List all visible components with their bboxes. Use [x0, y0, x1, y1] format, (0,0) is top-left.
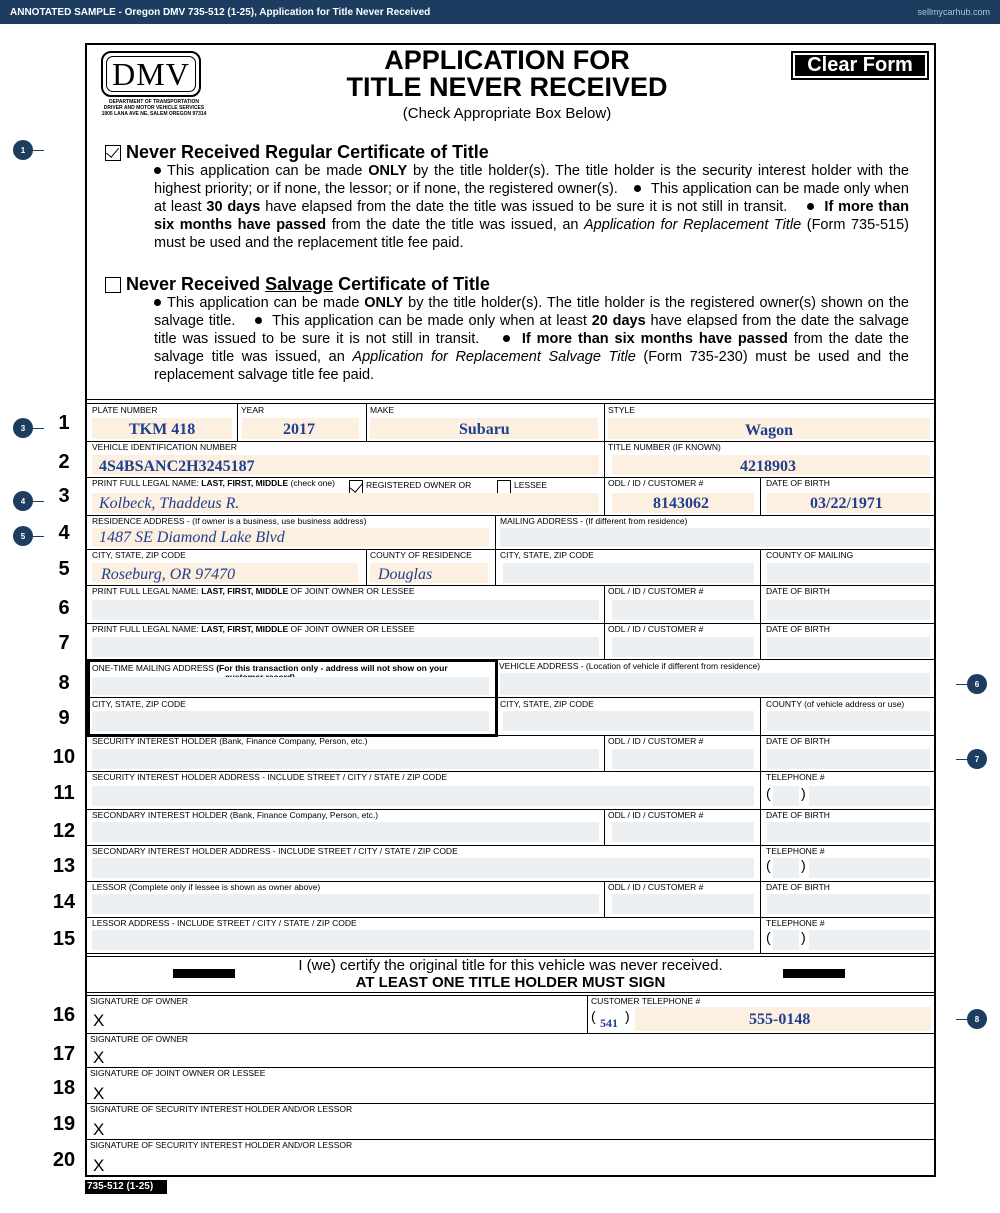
- lessor-area-code-field[interactable]: [773, 930, 799, 950]
- joint-2-odl-label: ODL / ID / CUSTOMER #: [608, 624, 704, 634]
- paren: (: [591, 1008, 596, 1024]
- mailing-city-field[interactable]: [503, 563, 754, 583]
- sig-owner-x[interactable]: X: [93, 1011, 105, 1030]
- sig-sih-x[interactable]: X: [93, 1120, 105, 1139]
- row-number: 6: [58, 597, 70, 619]
- city-state-zip-value: Roseburg, OR 97470: [101, 566, 236, 583]
- lessee-checkbox[interactable]: [497, 480, 511, 494]
- vehicle-county-label: COUNTY (of vehicle address or use): [766, 699, 905, 709]
- sig-sih-label: SIGNATURE OF SECURITY INTEREST HOLDER AND/OR LESSOR: [90, 1104, 353, 1114]
- area-code-value: 541: [600, 1016, 618, 1030]
- form-code: 735-512 (1-25): [85, 1180, 167, 1194]
- plate-label: PLATE NUMBER: [92, 405, 158, 415]
- mailing-field[interactable]: [500, 528, 930, 547]
- vehicle-address-label: VEHICLE ADDRESS - (Location of vehicle if different from residence): [499, 661, 761, 671]
- plate-value: TKM 418: [129, 421, 196, 438]
- owner-name-value: Kolbeck, Thaddeus R.: [99, 495, 240, 512]
- county-mailing-field[interactable]: [767, 563, 930, 583]
- row-number: 20: [52, 1149, 76, 1171]
- vin-value: 4S4BSANC2H3245187: [99, 458, 255, 475]
- joint-2-odl-field[interactable]: [612, 637, 754, 657]
- secondary-field[interactable]: [92, 822, 599, 842]
- form-subtitle: (Check Appropriate Box Below): [402, 105, 612, 122]
- lessor-dob-field[interactable]: [767, 894, 930, 914]
- vehicle-city-field[interactable]: [503, 711, 754, 731]
- lessor-address-label: LESSOR ADDRESS - INCLUDE STREET / CITY / STATE / ZIP CODE: [92, 918, 357, 928]
- sih-area-code-field[interactable]: [773, 786, 799, 806]
- owner-name-label: PRINT FULL LEGAL NAME: LAST, FIRST, MIDDLE (check one): [92, 478, 335, 488]
- row-number: 12: [52, 820, 76, 842]
- row-number: 19: [52, 1113, 76, 1135]
- sig-owner-label: SIGNATURE OF OWNER: [90, 996, 189, 1006]
- county-residence-label: COUNTY OF RESIDENCE: [370, 550, 472, 560]
- dmv-logo-text: DMV: [106, 56, 196, 92]
- annotation-marker[interactable]: 6: [967, 674, 987, 694]
- joint-dob-label: DATE OF BIRTH: [766, 586, 830, 596]
- secondary-dob-label: DATE OF BIRTH: [766, 810, 830, 820]
- joint-owner-field[interactable]: [92, 600, 599, 620]
- dob-value: 03/22/1971: [810, 495, 883, 512]
- style-value: Wagon: [745, 422, 794, 439]
- title-line: APPLICATION FOR: [384, 45, 630, 75]
- annotation-marker[interactable]: 3: [13, 418, 33, 438]
- row-number: 15: [52, 928, 76, 950]
- salvage-title-option[interactable]: [105, 274, 490, 295]
- sig-sih-2-x[interactable]: X: [93, 1156, 105, 1175]
- mailing-label: MAILING ADDRESS - (If different from residence): [500, 516, 688, 526]
- make-value: Subaru: [459, 421, 510, 438]
- secondary-area-code-field[interactable]: [773, 858, 799, 878]
- sih-dob-label: DATE OF BIRTH: [766, 736, 830, 746]
- sig-joint-label: SIGNATURE OF JOINT OWNER OR LESSEE: [90, 1068, 266, 1078]
- salvage-instructions: This application can be made ONLY by the title holder(s). The title holder is the registered owner(s) shown on the salvage title. This application can be made only when at least 20 days have elapsed from the date the salvage title was issued to be sure it is not still in transit. If more than six months have passed from the date the salvage title was issued, an Application for Replacement Salvage Title (Form 735-230) must be used and the replacement salvage title fee paid.: [154, 295, 909, 383]
- one-time-label: ONE-TIME MAILING ADDRESS (For this transaction only - address will not show on your: [92, 663, 448, 673]
- annotation-marker[interactable]: 7: [967, 749, 987, 769]
- county-mailing-label: COUNTY OF MAILING: [766, 550, 854, 560]
- row-number: 7: [58, 632, 70, 654]
- registered-owner-label: REGISTERED OWNER OR: [366, 480, 472, 490]
- certify-statement: I (we) certify the original title for this vehicle was never received.: [298, 957, 723, 974]
- sih-telephone-field[interactable]: [809, 786, 930, 806]
- title-number-value: 4218903: [740, 458, 796, 475]
- vehicle-city-label: CITY, STATE, ZIP CODE: [500, 699, 594, 709]
- joint-odl-label: ODL / ID / CUSTOMER #: [608, 586, 704, 596]
- regular-title-option[interactable]: [105, 142, 489, 163]
- one-time-city-label: CITY, STATE, ZIP CODE: [92, 699, 186, 709]
- sig-owner-2-x[interactable]: X: [93, 1048, 105, 1067]
- paren: (: [766, 785, 771, 801]
- joint-owner-2-field[interactable]: [92, 637, 599, 657]
- secondary-address-field[interactable]: [92, 858, 754, 878]
- city-state-zip-label: CITY, STATE, ZIP CODE: [92, 550, 186, 560]
- row-number: 18: [52, 1077, 76, 1099]
- row-number: 9: [58, 707, 70, 729]
- row-number: 13: [52, 855, 76, 877]
- secondary-odl-field[interactable]: [612, 822, 754, 842]
- row-number: 10: [52, 746, 76, 768]
- must-sign-notice: AT LEAST ONE TITLE HOLDER MUST SIGN: [355, 974, 666, 991]
- paren: ): [801, 857, 806, 873]
- lessor-odl-field[interactable]: [612, 894, 754, 914]
- secondary-odl-label: ODL / ID / CUSTOMER #: [608, 810, 704, 820]
- regular-title-checkbox[interactable]: [105, 145, 121, 161]
- secondary-address-label: SECONDARY INTEREST HOLDER ADDRESS - INCLUDE STREET / CITY / STATE / ZIP CODE: [92, 846, 458, 856]
- paren: (: [766, 857, 771, 873]
- clear-form-button[interactable]: Clear Form: [791, 51, 929, 80]
- sih-address-field[interactable]: [92, 786, 754, 806]
- lessor-field[interactable]: [92, 894, 599, 914]
- annotation-marker[interactable]: 5: [13, 526, 33, 546]
- sih-field[interactable]: [92, 749, 599, 769]
- annotation-banner: [0, 0, 1000, 24]
- sih-address-label: SECURITY INTEREST HOLDER ADDRESS - INCLUDE STREET / CITY / STATE / ZIP CODE: [92, 772, 448, 782]
- salvage-title-heading: Never Received Salvage Certificate of Title: [126, 274, 490, 294]
- logo-line: 1905 LANA AVE NE, SALEM OREGON 97314: [101, 111, 207, 117]
- sih-dob-field[interactable]: [767, 749, 930, 769]
- odl-label: ODL / ID / CUSTOMER #: [608, 478, 704, 488]
- title-number-label: TITLE NUMBER (IF KNOWN): [608, 442, 721, 452]
- joint-owner-label: PRINT FULL LEGAL NAME: LAST, FIRST, MIDDLE OF JOINT OWNER OR LESSEE: [92, 586, 415, 596]
- annotation-marker[interactable]: 4: [13, 491, 33, 511]
- secondary-telephone-label: TELEPHONE #: [766, 846, 825, 856]
- logo-line: DRIVER AND MOTOR VEHICLE SERVICES: [103, 105, 205, 111]
- sih-telephone-label: TELEPHONE #: [766, 772, 825, 782]
- odl-value: 8143062: [653, 495, 709, 512]
- joint-2-dob-label: DATE OF BIRTH: [766, 624, 830, 634]
- sih-odl-label: ODL / ID / CUSTOMER #: [608, 736, 704, 746]
- lessor-dob-label: DATE OF BIRTH: [766, 882, 830, 892]
- annotation-marker[interactable]: 1: [13, 140, 33, 160]
- joint-odl-field[interactable]: [612, 600, 754, 620]
- customer-telephone-label: CUSTOMER TELEPHONE #: [591, 996, 701, 1006]
- row-number: 5: [58, 558, 70, 580]
- county-value: Douglas: [378, 566, 433, 583]
- secondary-telephone-field[interactable]: [809, 858, 930, 878]
- vehicle-address-field[interactable]: [500, 673, 930, 695]
- annotation-marker[interactable]: 8: [967, 1009, 987, 1029]
- one-time-city-field[interactable]: [92, 711, 489, 731]
- lessor-telephone-label: TELEPHONE #: [766, 918, 825, 928]
- site-link[interactable]: sellmycarhub.com: [917, 7, 990, 17]
- row-number: 14: [52, 891, 76, 913]
- salvage-title-checkbox[interactable]: [105, 277, 121, 293]
- secondary-dob-field[interactable]: [767, 822, 930, 842]
- residence-label: RESIDENCE ADDRESS - (If owner is a business, use business address): [92, 516, 367, 526]
- row-number: 16: [52, 1004, 76, 1026]
- row-number: 4: [58, 522, 70, 544]
- make-label: MAKE: [370, 405, 395, 415]
- vehicle-county-field[interactable]: [767, 711, 930, 731]
- sih-odl-field[interactable]: [612, 749, 754, 769]
- joint-owner-2-label: PRINT FULL LEGAL NAME: LAST, FIRST, MIDDLE OF JOINT OWNER OR LESSEE: [92, 624, 415, 634]
- dmv-logo: [99, 51, 209, 117]
- style-label: STYLE: [608, 405, 635, 415]
- mailing-city-label: CITY, STATE, ZIP CODE: [500, 550, 594, 560]
- sig-owner-2-label: SIGNATURE OF OWNER: [90, 1034, 189, 1044]
- row-number: 17: [52, 1043, 76, 1065]
- title-line: TITLE NEVER RECEIVED: [346, 72, 668, 102]
- row-number: 8: [58, 672, 70, 694]
- joint-2-dob-field[interactable]: [767, 637, 930, 657]
- paren: ): [625, 1008, 630, 1024]
- lessor-address-field[interactable]: [92, 930, 754, 950]
- logo-line: DEPARTMENT OF TRANSPORTATION: [109, 99, 199, 105]
- dob-label: DATE OF BIRTH: [766, 478, 830, 488]
- vin-label: VEHICLE IDENTIFICATION NUMBER: [92, 442, 237, 452]
- secondary-label: SECONDARY INTEREST HOLDER (Bank, Finance Company, Person, etc.): [92, 810, 379, 820]
- customer-telephone-value: 555-0148: [749, 1011, 811, 1028]
- annotation-title: ANNOTATED SAMPLE - Oregon DMV 735-512 (1-25), Application for Title Never Received: [10, 6, 431, 18]
- lessee-label: LESSEE: [514, 480, 548, 490]
- form-title: [287, 47, 727, 101]
- year-label: YEAR: [241, 405, 265, 415]
- regular-title-heading: Never Received Regular Certificate of Title: [126, 142, 489, 162]
- lessor-odl-label: ODL / ID / CUSTOMER #: [608, 882, 704, 892]
- sig-sih-2-label: SIGNATURE OF SECURITY INTEREST HOLDER AND/OR LESSOR: [90, 1140, 353, 1150]
- residence-value: 1487 SE Diamond Lake Blvd: [99, 529, 285, 546]
- regular-instructions: This application can be made ONLY by the title holder(s). The title holder is the security interest holder with the highest priority; or if none, the lessor; or if none, the registered owner(s). This application can be made only when at least 30 days have elapsed from the date the title was issued to be sure it is not still in transit. If more than six months have passed from the date the title was issued, an Application for Replacement Title (Form 735-515) must be used and the replacement title fee paid.: [154, 163, 910, 251]
- lessor-telephone-field[interactable]: [809, 930, 930, 950]
- one-time-address-field[interactable]: [92, 677, 489, 695]
- row-number: 11: [53, 782, 75, 804]
- lessor-label: LESSOR (Complete only if lessee is shown as owner above): [92, 882, 321, 892]
- paren: ): [801, 929, 806, 945]
- row-number: 3: [58, 485, 70, 507]
- paren: (: [766, 929, 771, 945]
- year-value: 2017: [283, 421, 315, 438]
- row-number: 2: [58, 451, 70, 473]
- paren: ): [801, 785, 806, 801]
- row-number: 1: [58, 412, 70, 434]
- registered-owner-checkbox[interactable]: [349, 480, 363, 494]
- sig-joint-x[interactable]: X: [93, 1084, 105, 1103]
- joint-dob-field[interactable]: [767, 600, 930, 620]
- sih-label: SECURITY INTEREST HOLDER (Bank, Finance Company, Person, etc.): [92, 736, 368, 746]
- dmv-form: [85, 43, 936, 1177]
